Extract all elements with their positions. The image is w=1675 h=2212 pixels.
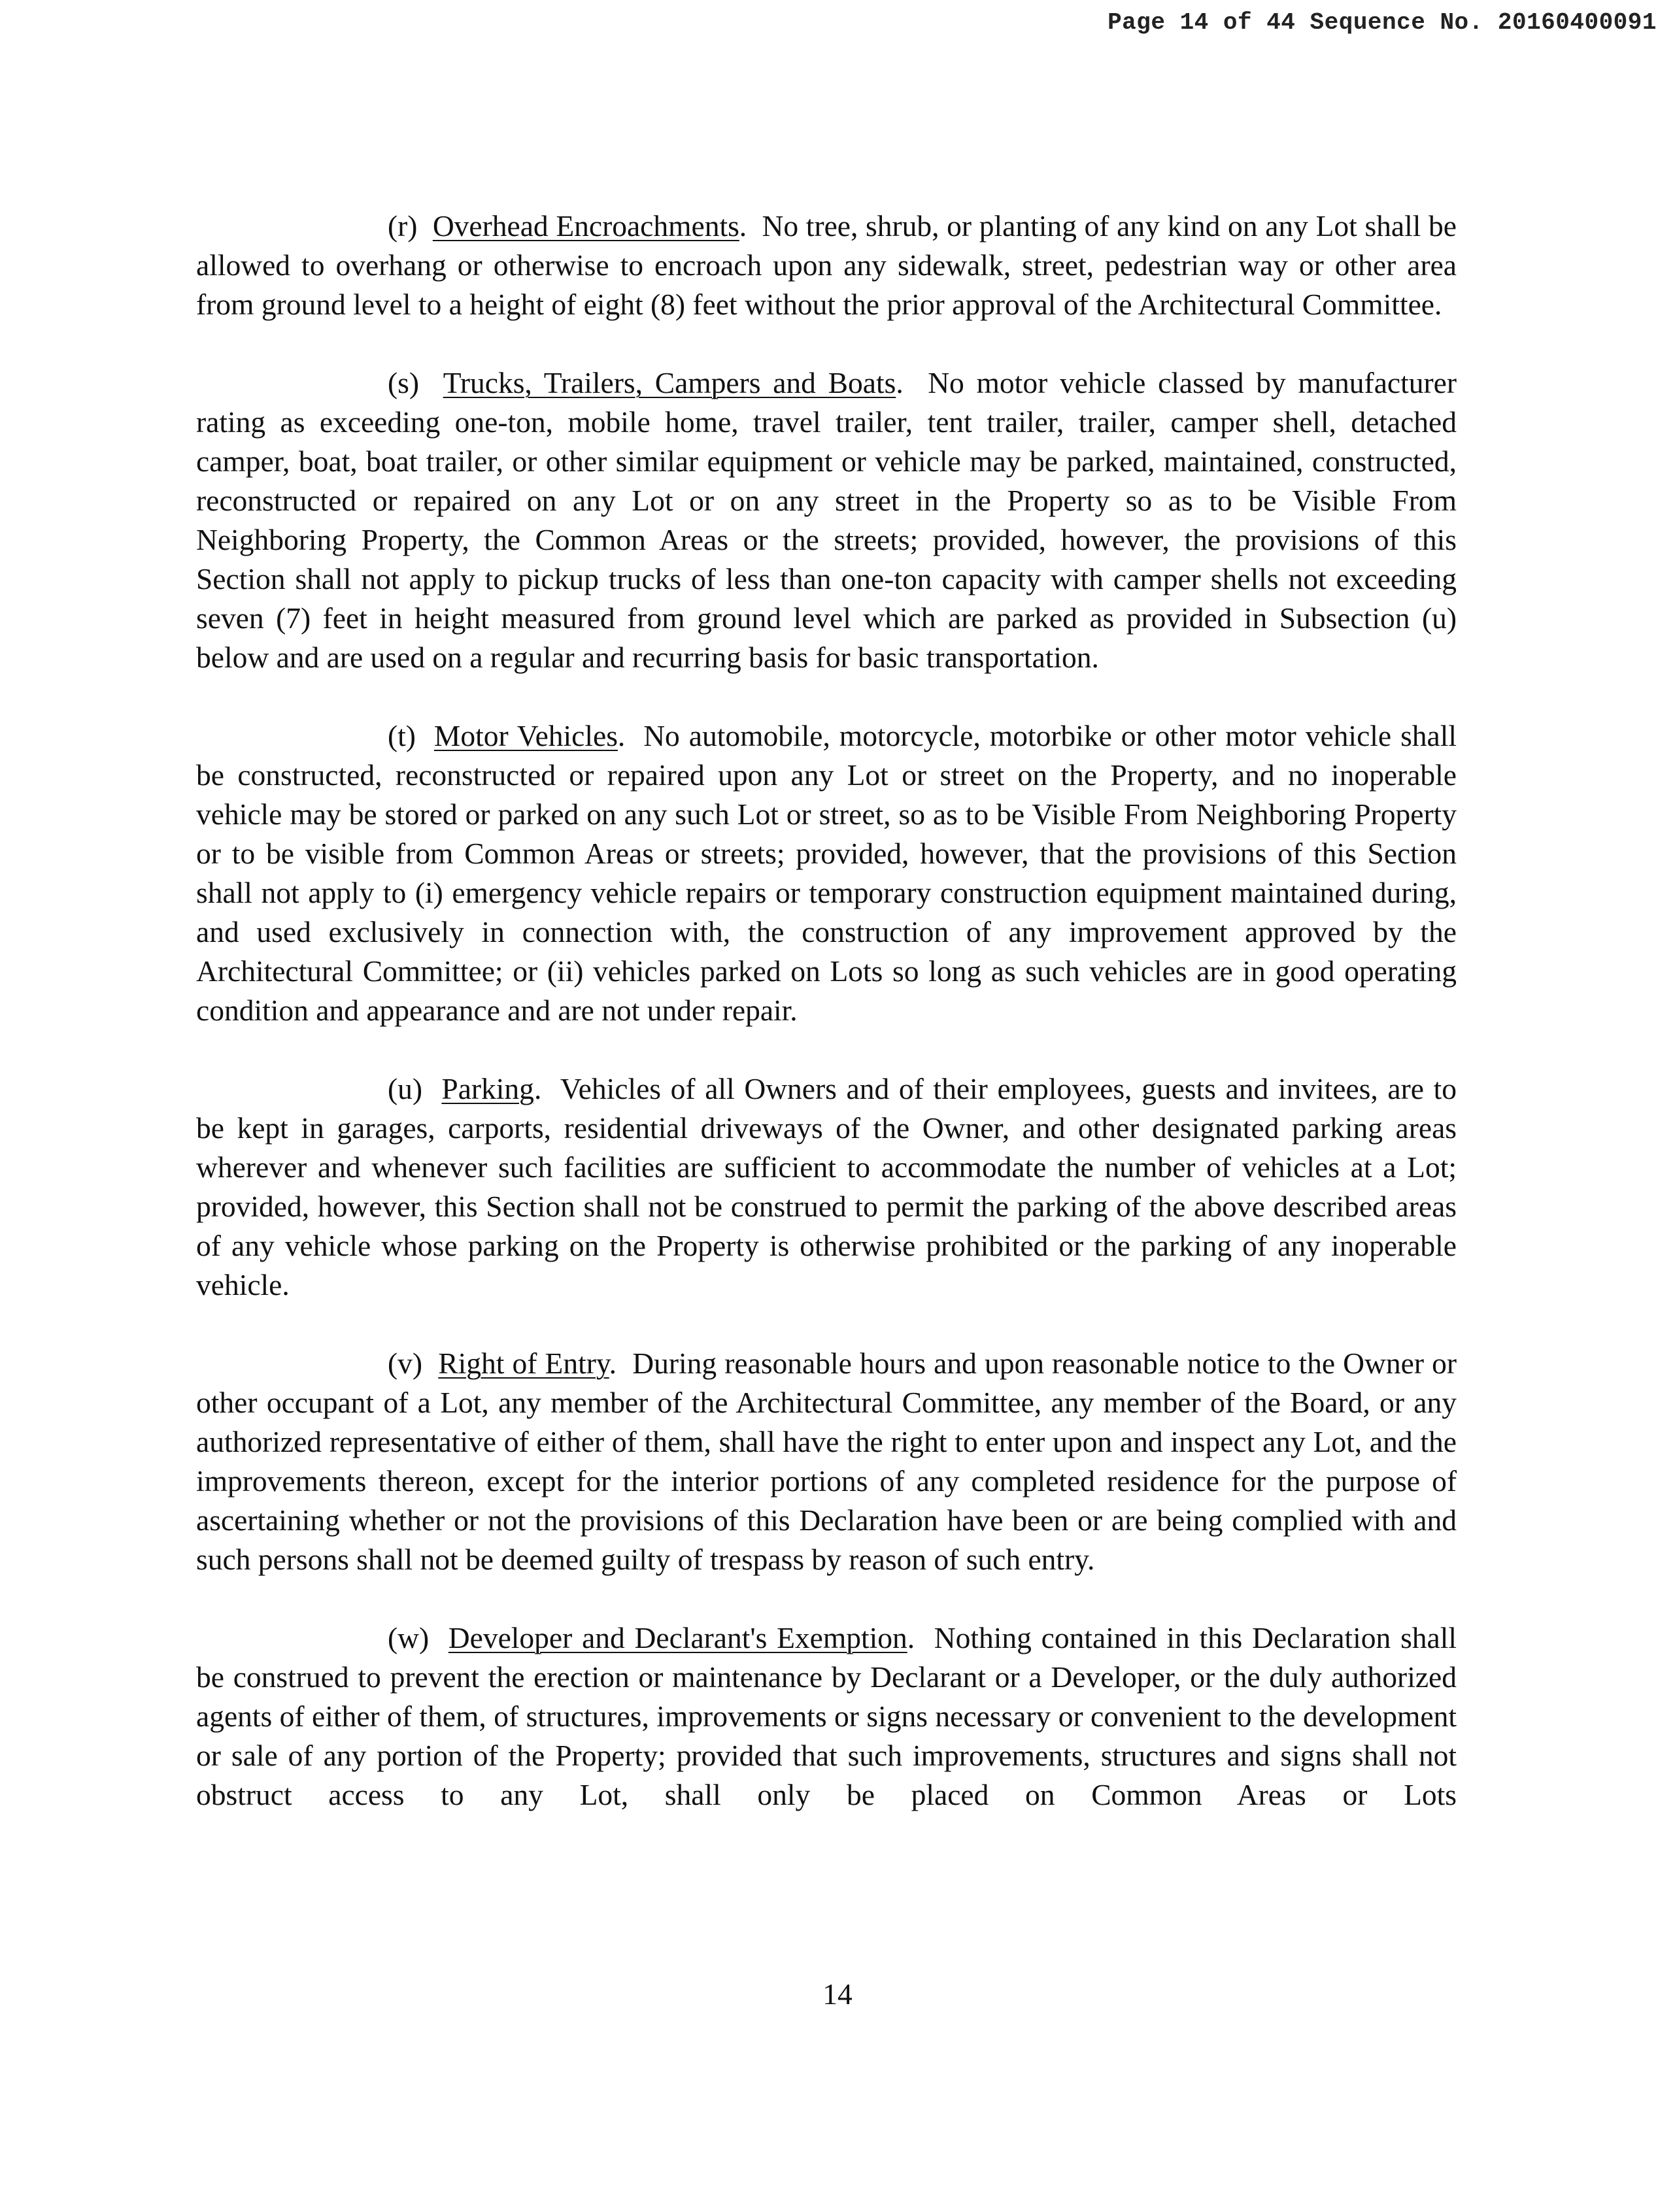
section-r: (r) Overhead Encroachments. No tree, shrub, or planting of any kind on any Lot shall be allowed to overhang or otherwise to encroach upon any sidewalk, street, pedestrian way or other area from ground level to a height of eight (8) feet without the prior approval of the Architectural Committee. bbox=[196, 209, 1457, 321]
section-label: (t) bbox=[388, 719, 416, 752]
section-heading: Developer and Declarant's Exemption bbox=[448, 1621, 907, 1654]
section-label: (v) bbox=[388, 1347, 423, 1380]
section-heading: Motor Vehicles bbox=[433, 719, 618, 752]
section-body: No tree, shrub, or planting of any kind on any Lot shall be allowed to overhang or otherwise to encroach upon any sidewalk, street, pedestrian way or other area from ground level to a height of eight (8) feet without the prior approval of the Architectural Committee. bbox=[196, 209, 1457, 321]
section-body: No motor vehicle classed by manufacturer rating as exceeding one-ton, mobile home, travel trailer, tent trailer, trailer, camper shell, detached camper, boat, boat trailer, or other similar equipment or vehicle may be parked, maintained, constructed, reconstructed or repaired on any Lot or on any street in the Property so as to be Visible From Neighboring Property, the Common Areas or the streets; provided, however, the provisions of this Section shall not apply to pickup trucks of less than one-ton capacity with camper shells not exceeding seven (7) feet in height measured from ground level which are parked as provided in Subsection (u) below and are used on a regular and recurring basis for basic transportation. bbox=[196, 366, 1457, 674]
section-label: (u) bbox=[388, 1072, 423, 1105]
section-heading: Parking bbox=[441, 1072, 534, 1105]
section-body: Vehicles of all Owners and of their employees, guests and invitees, are to be kept in garages, carports, residential driveways of the Owner, and other designated parking areas wherever and whenever such facilities are sufficient to accommodate the number of vehicles at a Lot; provided, however, this Section shall not be construed to permit the parking of the above described areas of any vehicle whose parking on the Property is otherwise prohibited or the parking of any inoperable vehicle. bbox=[196, 1072, 1457, 1301]
page-number: 14 bbox=[822, 1977, 853, 2011]
section-heading: Overhead Encroachments bbox=[432, 209, 739, 243]
section-heading: Right of Entry bbox=[438, 1347, 609, 1380]
section-label: (w) bbox=[388, 1621, 430, 1654]
section-v: (v) Right of Entry. During reasonable hours and upon reasonable notice to the Owner or other occupant of a Lot, any member of the Architectural Committee, any member of the Board, or any authorized representative of either of them, shall have the right to enter upon and inspect any Lot, and the improvements thereon, except for the interior portions of any completed residence for the purpose of ascertaining whether or not the provisions of this Declaration have been or are being complied with and such persons shall not be deemed guilty of trespass by reason of such entry. bbox=[196, 1347, 1457, 1576]
section-body: During reasonable hours and upon reasonable notice to the Owner or other occupant of a Lot, any member of the Architectural Committee, any member of the Board, or any authorized representative of either of them, shall have the right to enter upon and inspect any Lot, and the improvements thereon, except for the interior portions of any completed residence for the purpose of ascertaining whether or not the provisions of this Declaration have been or are being complied with and such persons shall not be deemed guilty of trespass by reason of such entry. bbox=[196, 1347, 1457, 1576]
section-u: (u) Parking. Vehicles of all Owners and of their employees, guests and invitees, are to be kept in garages, carports, residential driveways of the Owner, and other designated parking areas wherever and whenever such facilities are sufficient to accommodate the number of vehicles at a Lot; provided, however, this Section shall not be construed to permit the parking of the above described areas of any vehicle whose parking on the Property is otherwise prohibited or the parking of any inoperable vehicle. bbox=[196, 1072, 1457, 1301]
section-label: (r) bbox=[388, 209, 418, 243]
section-s: (s) Trucks, Trailers, Campers and Boats. No motor vehicle classed by manufacturer rating as exceeding one-ton, mobile home, travel trailer, tent trailer, trailer, camper shell, detached camper, boat, boat trailer, or other similar equipment or vehicle may be parked, maintained, constructed, reconstructed or repaired on any Lot or on any street in the Property so as to be Visible From Neighboring Property, the Common Areas or the streets; provided, however, the provisions of this Section shall not apply to pickup trucks of less than one-ton capacity with camper shells not exceeding seven (7) feet in height measured from ground level which are parked as provided in Subsection (u) below and are used on a regular and recurring basis for basic transportation. bbox=[196, 366, 1457, 674]
section-w: (w) Developer and Declarant's Exemption. Nothing contained in this Declaration shall be construed to prevent the erection or maintenance by Declarant or a Developer, or the duly authorized agents of either of them, of structures, improvements or signs necessary or convenient to the development or sale of any portion of the Property; provided that such improvements, structures and signs shall not obstruct access to any Lot, shall only be placed on Common Areas or Lots bbox=[196, 1621, 1457, 1811]
section-body: Nothing contained in this Declaration shall be construed to prevent the erection or maintenance by Declarant or a Developer, or the duly authorized agents of either of them, of structures, improvements or signs necessary or convenient to the development or sale of any portion of the Property; provided that such improvements, structures and signs shall not obstruct access to any Lot, shall only be placed on Common Areas or Lots bbox=[196, 1621, 1457, 1811]
section-label: (s) bbox=[388, 366, 420, 399]
section-heading: Trucks, Trailers, Campers and Boats bbox=[443, 366, 896, 399]
section-body: No automobile, motorcycle, motorbike or other motor vehicle shall be constructed, reconstructed or repaired upon any Lot or street on the Property, and no inoperable vehicle may be stored or parked on any such Lot or street, so as to be Visible From Neighboring Property or to be visible from Common Areas or streets; provided, however, that the provisions of this Section shall not apply to (i) emergency vehicle repairs or temporary construction equipment maintained during, and used exclusively in connection with, the construction of any improvement approved by the Architectural Committee; or (ii) vehicles parked on Lots so long as such vehicles are in good operating condition and appearance and are not under repair. bbox=[196, 719, 1457, 1027]
section-t: (t) Motor Vehicles. No automobile, motorcycle, motorbike or other motor vehicle shall be constructed, reconstructed or repaired upon any Lot or street on the Property, and no inoperable vehicle may be stored or parked on any such Lot or street, so as to be Visible From Neighboring Property or to be visible from Common Areas or streets; provided, however, that the provisions of this Section shall not apply to (i) emergency vehicle repairs or temporary construction equipment maintained during, and used exclusively in connection with, the construction of any improvement approved by the Architectural Committee; or (ii) vehicles parked on Lots so long as such vehicles are in good operating condition and appearance and are not under repair. bbox=[196, 719, 1457, 1027]
page-sequence-header: Page 14 of 44 Sequence No. 20160400091 bbox=[1108, 9, 1657, 36]
document-body bbox=[196, 207, 1457, 1815]
